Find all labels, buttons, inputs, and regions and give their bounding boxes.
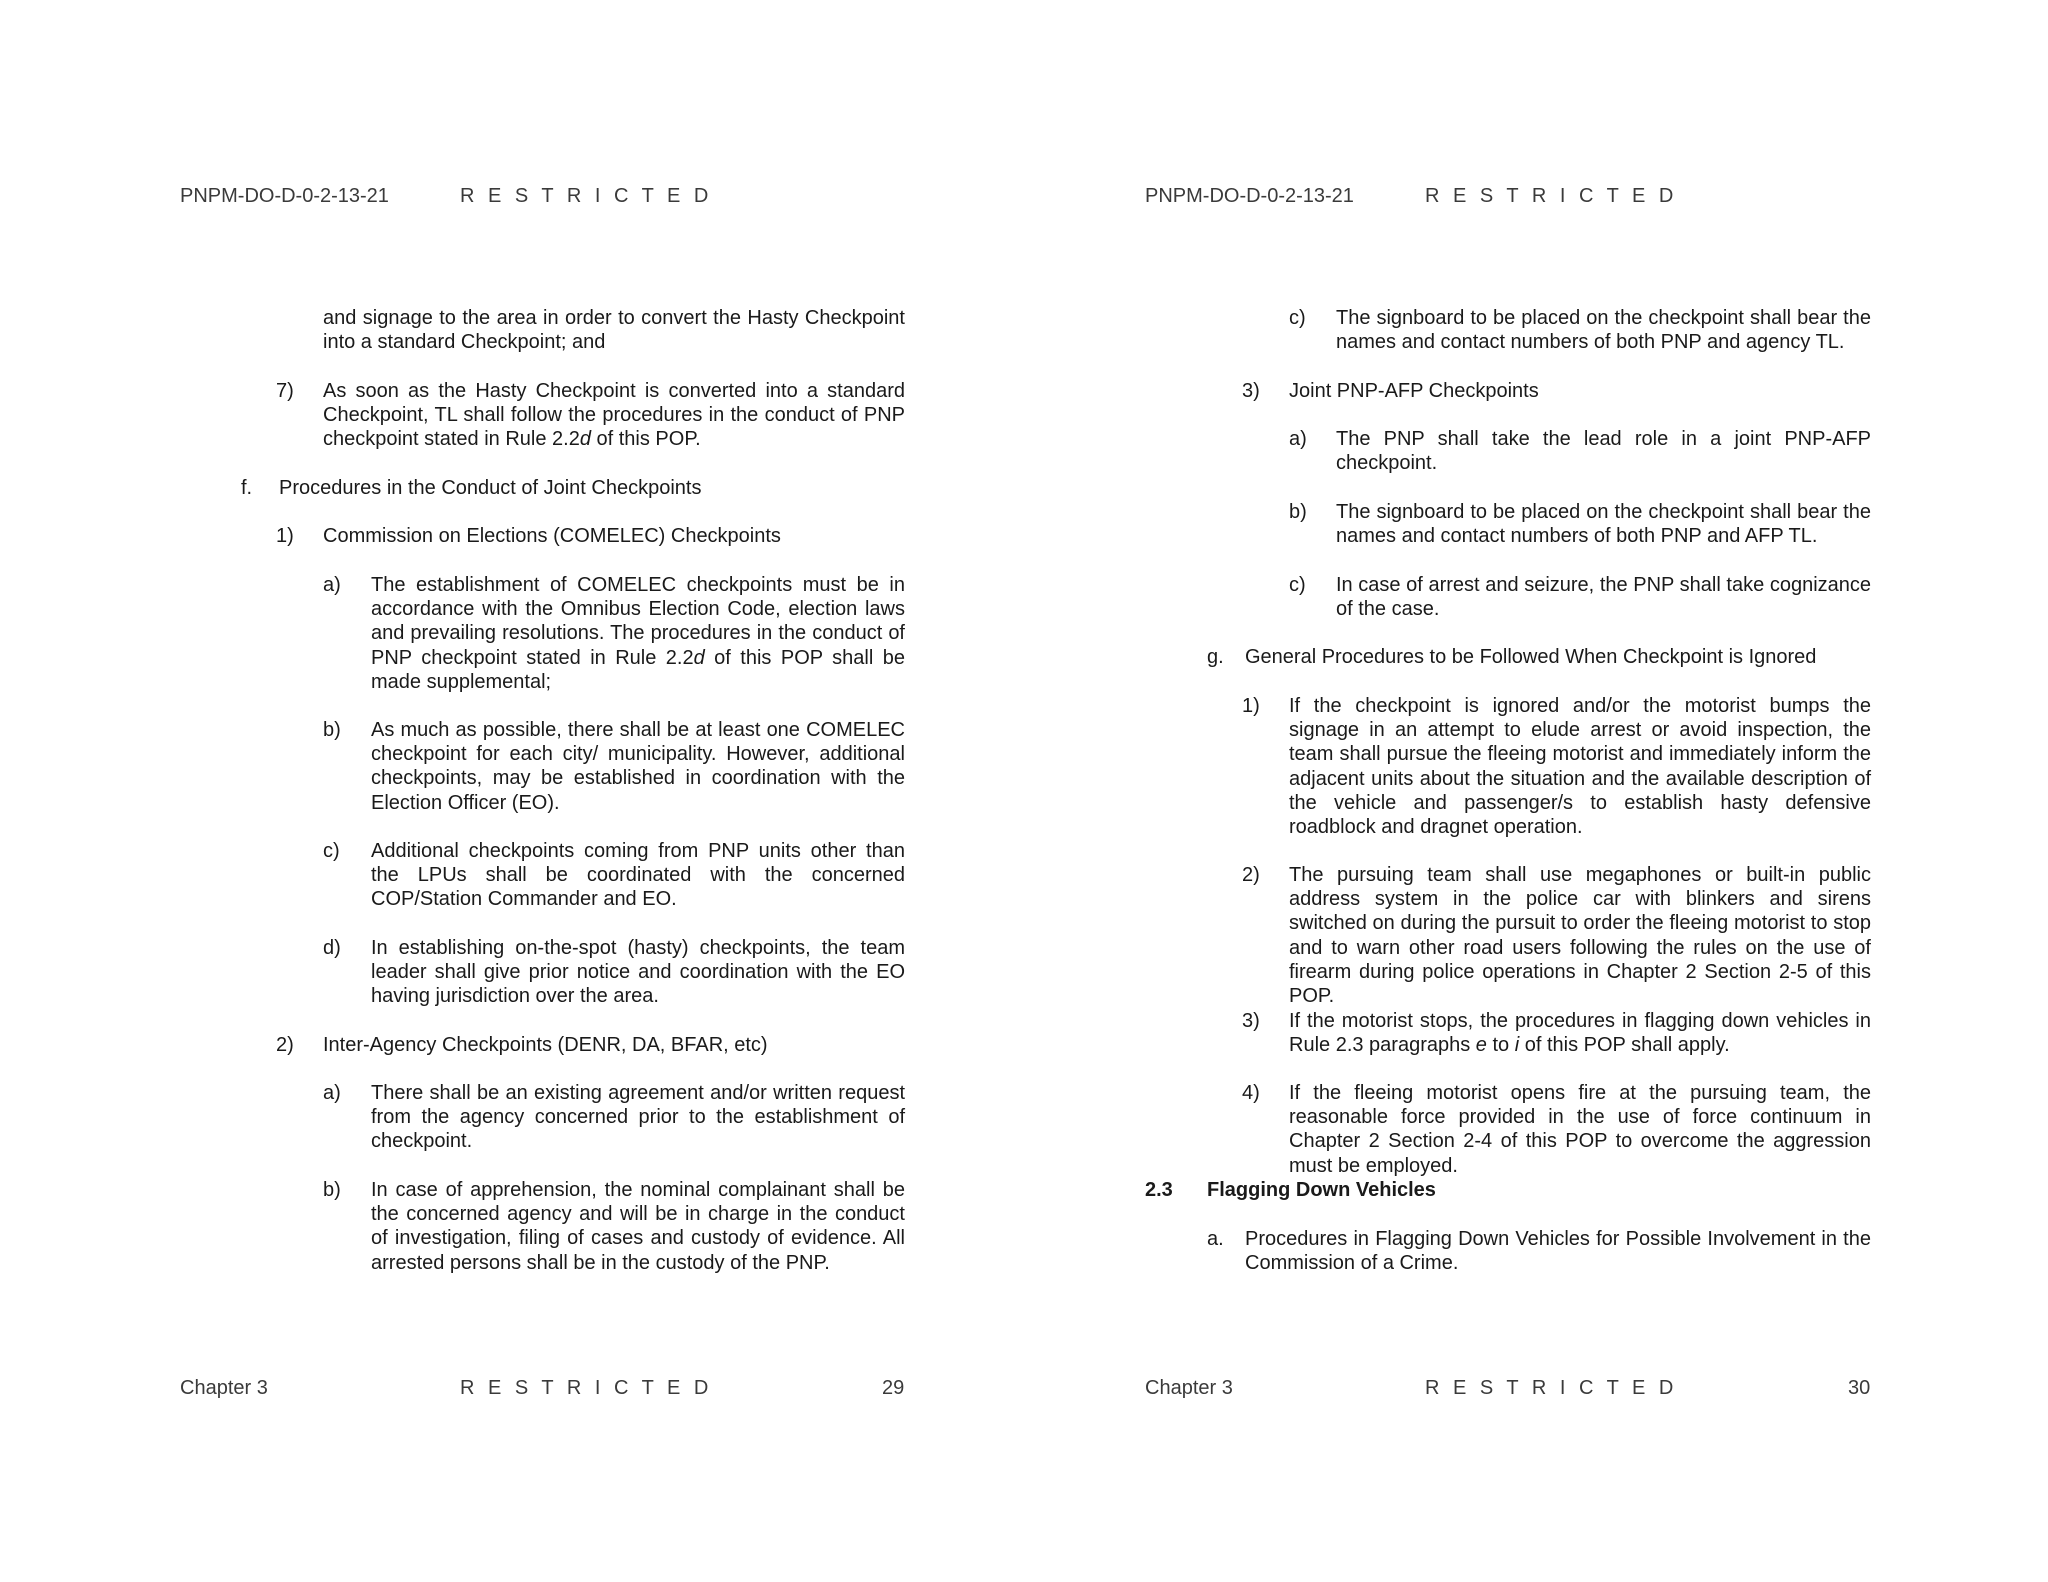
list-marker: 1) [276, 525, 294, 547]
list-marker: f. [241, 477, 253, 499]
list-marker: 2) [276, 1034, 294, 1056]
item-f3c-paragraph: In case of arrest and seizure, the PNP shall take cognizance of the case. [1336, 574, 1871, 621]
item-f2-heading: Inter-Agency Checkpoints (DENR, DA, BFAR, etc) [323, 1034, 768, 1056]
header-doc-code: PNPM-DO-D-0-2-13-21 [180, 185, 389, 207]
footer-chapter: Chapter 3 [180, 1377, 268, 1399]
left-page [0, 0, 1000, 1582]
list-marker: a) [323, 574, 341, 596]
page-number: 30 [1848, 1377, 1871, 1399]
item-f3-heading: Joint PNP-AFP Checkpoints [1289, 380, 1539, 402]
item-f1d-paragraph: In establishing on-the-spot (hasty) checkpoints, the team leader shall give prior notice and coordination with the EO having jurisdiction over the area. [371, 937, 905, 1008]
footer-chapter: Chapter 3 [1145, 1377, 1233, 1399]
right-page [1000, 0, 2048, 1582]
list-marker: c) [1289, 574, 1306, 596]
item-g1-paragraph: If the checkpoint is ignored and/or the motorist bumps the signage in an attempt to elude arrest or avoid inspection, the team shall pursue the fleeing motorist and immediately inform the adjacent units about the situation and the available description of the vehicle and passenger/s to establish hasty defensive roadblock and dragnet operation. [1289, 695, 1871, 839]
list-marker: 3) [1242, 380, 1260, 402]
continuation-paragraph: and signage to the area in order to convert the Hasty Checkpoint into a standard Checkpoint; and [323, 307, 905, 354]
section-number: 2.3 [1145, 1179, 1173, 1201]
list-marker: a) [1289, 428, 1307, 450]
list-marker: b) [323, 719, 341, 741]
item-f1-heading: Commission on Elections (COMELEC) Checkpoints [323, 525, 781, 547]
item-g-heading: General Procedures to be Followed When Checkpoint is Ignored [1245, 646, 1817, 668]
list-marker: g. [1207, 646, 1224, 668]
item-f2c-paragraph: The signboard to be placed on the checkpoint shall bear the names and contact numbers of both PNP and agency TL. [1336, 307, 1871, 354]
list-marker: 7) [276, 380, 294, 402]
list-marker: c) [323, 840, 340, 862]
list-marker: a. [1207, 1228, 1224, 1250]
list-marker: a) [323, 1082, 341, 1104]
list-marker: 1) [1242, 695, 1260, 717]
item-f2b-paragraph: In case of apprehension, the nominal complainant shall be the concerned agency and will be in charge in the conduct of investigation, filing of cases and custody of evidence. All arrested persons shall be in the custody of the PNP. [371, 1179, 905, 1274]
list-marker: 2) [1242, 864, 1260, 886]
item-g3-paragraph: If the motorist stops, the procedures in flagging down vehicles in Rule 2.3 paragraphs e to i of this POP shall apply. [1289, 1010, 1871, 1057]
item-g4-paragraph: If the fleeing motorist opens fire at the pursuing team, the reasonable force provided in the use of force continuum in Chapter 2 Section 2-4 of this POP to overcome the aggression must be employed. [1289, 1082, 1871, 1177]
item-f2a-paragraph: There shall be an existing agreement and/or written request from the agency concerned prior to the establishment of checkpoint. [371, 1082, 905, 1153]
item-f-heading: Procedures in the Conduct of Joint Checkpoints [279, 477, 702, 499]
footer-classification: R E S T R I C T E D [1425, 1377, 1678, 1399]
list-marker: c) [1289, 307, 1306, 329]
section-title: Flagging Down Vehicles [1207, 1179, 1436, 1201]
header-classification: R E S T R I C T E D [1425, 185, 1678, 207]
list-marker: b) [323, 1179, 341, 1201]
item-f1c-paragraph: Additional checkpoints coming from PNP units other than the LPUs shall be coordinated with the concerned COP/Station Commander and EO. [371, 840, 905, 911]
item-f1a-paragraph: The establishment of COMELEC checkpoints must be in accordance with the Omnibus Election Code, election laws and prevailing resolutions. The procedures in the conduct of PNP checkpoint stated in Rule 2.2d of this POP shall be made supplemental; [371, 574, 905, 693]
header-classification: R E S T R I C T E D [460, 185, 713, 207]
item-f1b-paragraph: As much as possible, there shall be at least one COMELEC checkpoint for each city/ municipality. However, additional checkpoints, may be established in coordination with the Election Officer (EO). [371, 719, 905, 814]
footer-classification: R E S T R I C T E D [460, 1377, 713, 1399]
item-g2-paragraph: The pursuing team shall use megaphones or built-in public address system in the police car with blinkers and sirens switched on during the pursuit to order the fleeing motorist to stop and to warn other road users following the rules on the use of firearm during police operations in Chapter 2 Section 2-5 of this POP. [1289, 864, 1871, 1008]
item-f3b-paragraph: The signboard to be placed on the checkpoint shall bear the names and contact numbers of both PNP and AFP TL. [1336, 501, 1871, 548]
page-number: 29 [882, 1377, 905, 1399]
list-marker: d) [323, 937, 341, 959]
list-marker: 3) [1242, 1010, 1260, 1032]
list-marker: b) [1289, 501, 1307, 523]
item-23a-paragraph: Procedures in Flagging Down Vehicles for Possible Involvement in the Commission of a Crime. [1245, 1228, 1871, 1275]
item-7-paragraph: As soon as the Hasty Checkpoint is converted into a standard Checkpoint, TL shall follow the procedures in the conduct of PNP checkpoint stated in Rule 2.2d of this POP. [323, 380, 905, 451]
header-doc-code: PNPM-DO-D-0-2-13-21 [1145, 185, 1354, 207]
list-marker: 4) [1242, 1082, 1260, 1104]
item-f3a-paragraph: The PNP shall take the lead role in a joint PNP-AFP checkpoint. [1336, 428, 1871, 475]
